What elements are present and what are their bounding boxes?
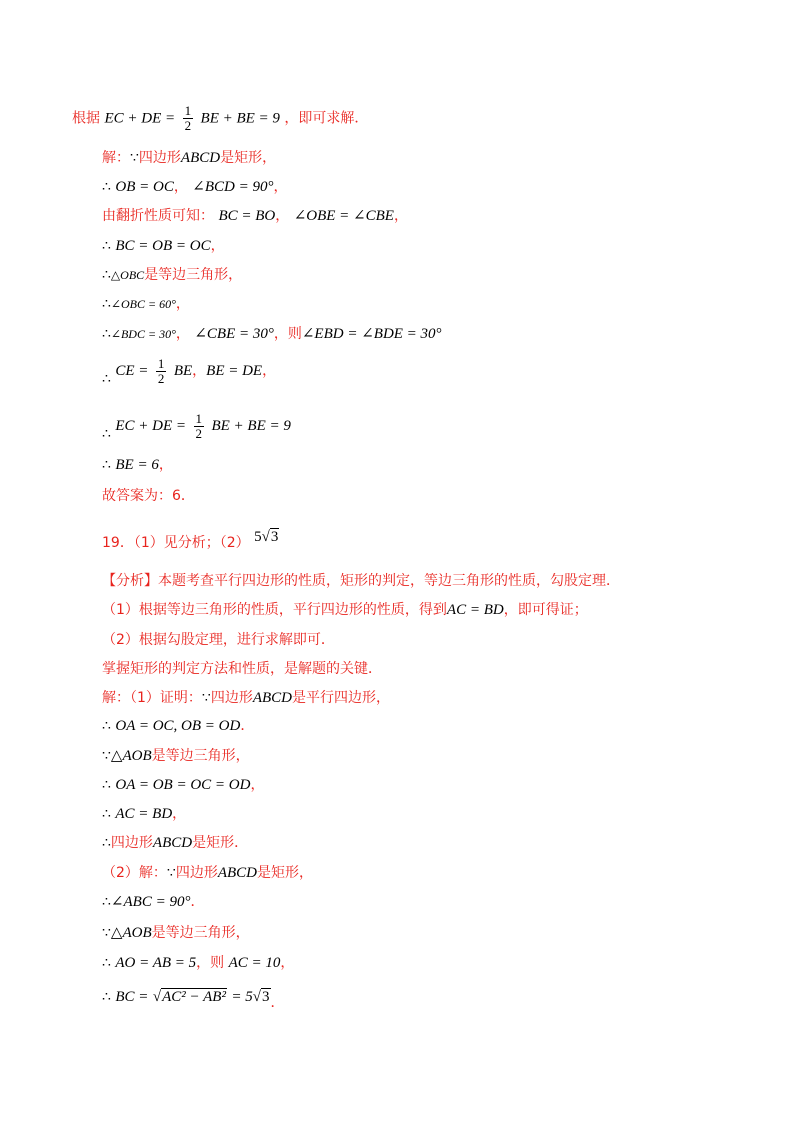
part2-line-2 [102, 893, 204, 911]
solution-line-5 [102, 237, 225, 255]
formula: BC = OB = OC [115, 238, 211, 254]
because-symbol: ∵ [201, 690, 211, 706]
text: ， [250, 777, 265, 793]
text: ， [175, 296, 190, 312]
denominator: 2 [195, 425, 202, 441]
solution-line-2 [102, 149, 276, 167]
solution-line-3 [102, 178, 288, 196]
text: 是矩形， [257, 865, 314, 881]
fraction [183, 104, 194, 133]
fraction [194, 412, 205, 441]
numerator: 1 [184, 103, 192, 118]
text: ，则 [196, 955, 225, 971]
part2-line-3 [102, 924, 250, 942]
formula: ABCD [252, 690, 293, 706]
formula: BC = [115, 989, 149, 1005]
text: ， [280, 955, 295, 971]
text: （2）根据勾股定理，进行求解即可． [102, 632, 335, 648]
analysis-heading [102, 572, 620, 590]
radicand: 3 [270, 529, 279, 545]
solution-line-8 [102, 325, 442, 343]
therefore-symbol: ∴ [102, 296, 111, 312]
text: 由翻折性质可知： [102, 208, 214, 224]
part2-line-4 [102, 954, 294, 972]
because-symbol: ∵ [166, 865, 176, 881]
denominator: 2 [184, 118, 192, 133]
formula: △OBC [110, 268, 145, 282]
text: ， [210, 238, 225, 254]
text: 是平行四边形， [292, 690, 391, 706]
coefficient: 5 [254, 529, 262, 545]
formula: OA = OC, OB = OD [115, 718, 241, 734]
formula: BE = 6 [115, 457, 159, 473]
formula: ∠OBC = 60° [110, 297, 176, 311]
proof-line-4 [102, 776, 264, 794]
solution-line-11 [102, 456, 173, 474]
formula: ABCD [152, 835, 193, 851]
analysis-point-2 [102, 631, 335, 649]
formula: ∠ABC = 90° [110, 894, 191, 910]
therefore-symbol: ∴ [102, 238, 111, 254]
answer-text: 故答案为：6． [102, 488, 195, 504]
formula: BE [173, 363, 193, 379]
text: ． [270, 995, 285, 1011]
formula: EC + DE = [115, 418, 187, 434]
formula: AC = 10 [228, 955, 281, 971]
formula: ∠BCD = 90° [192, 179, 274, 195]
formula: BC = BO [218, 208, 276, 224]
sqrt-expression: √AC² − AB² [152, 989, 226, 1005]
proof-line-6 [102, 834, 248, 852]
therefore-symbol: ∴ [102, 989, 111, 1005]
question-label: 19．（1）见分析；（2） [102, 535, 250, 551]
numerator: 1 [157, 355, 165, 371]
solution-line-4 [102, 207, 408, 225]
radicand: AC² − AB² [162, 989, 226, 1005]
text: ． [240, 718, 255, 734]
numerator: 1 [195, 410, 202, 426]
solution-line-7 [102, 295, 190, 313]
text: 是矩形， [220, 150, 277, 166]
formula: △AOB [110, 925, 152, 941]
formula: AO = AB = 5 [115, 955, 197, 971]
text: （2）解： [102, 865, 167, 881]
text: ， [275, 208, 290, 224]
text: ， [273, 179, 288, 195]
formula: BE + BE = 9 [200, 110, 280, 127]
text: ， [262, 363, 277, 379]
formula: ∠CBE = 30° [194, 326, 274, 342]
text: 解： [102, 150, 130, 166]
therefore-symbol: ∴ [102, 777, 111, 793]
formula: OA = OB = OC = OD [115, 777, 251, 793]
formula: BE = DE [206, 363, 263, 379]
formula: ABCD [180, 150, 221, 166]
therefore-symbol: ∴ [102, 718, 111, 734]
text: ， [192, 363, 207, 379]
formula: OB = OC [115, 179, 174, 195]
formula: ∠OBE = ∠CBE [293, 208, 394, 224]
text: ， [173, 179, 188, 195]
text: 是等边三角形， [151, 748, 250, 764]
text: 解：（1）证明： [102, 690, 202, 706]
formula: ∠EBD = ∠BDE = 30° [301, 326, 442, 342]
text: ，则 [273, 326, 302, 342]
formula: EC + DE = [104, 110, 176, 127]
denominator: 2 [157, 370, 165, 386]
formula: ∠BDC = 30° [110, 327, 176, 341]
formula: AC = BD [115, 806, 173, 822]
sqrt-expression: √3 [252, 989, 270, 1005]
therefore-symbol: ∴ [102, 955, 111, 971]
proof-line-3 [102, 747, 250, 765]
text: ． [190, 894, 205, 910]
text: 四边形 [175, 865, 218, 881]
formula: = 5 [231, 989, 253, 1005]
text: 四边形 [138, 150, 181, 166]
sqrt-expression: 5√3 [254, 529, 279, 545]
because-symbol: ∵ [102, 748, 111, 764]
text: ，即可得证； [503, 602, 588, 618]
analysis-line-1 [72, 104, 368, 133]
therefore-symbol: ∴ [102, 806, 111, 822]
analysis-text: 【分析】本题考查平行四边形的性质，矩形的判定，等边三角形的性质，勾股定理． [102, 573, 620, 589]
therefore-symbol: ∴ [102, 267, 111, 283]
part2-line-5 [102, 986, 285, 1014]
text: ， [175, 326, 190, 342]
text: ， [393, 208, 408, 224]
therefore-symbol: ∴ [102, 457, 111, 473]
radicand: 3 [262, 989, 270, 1005]
solution-line-9 [102, 356, 276, 394]
text: 是等边三角形， [151, 925, 250, 941]
analysis-summary [102, 660, 382, 678]
fraction [156, 357, 167, 386]
formula: CE = [115, 363, 149, 379]
therefore-symbol: ∴ [102, 179, 111, 195]
text: 根据 [72, 110, 100, 127]
proof-line-5 [102, 805, 186, 823]
answer-line [102, 487, 195, 505]
solution-line-6 [102, 266, 242, 284]
text: （1）根据等边三角形的性质，平行四边形的性质，得到 [102, 602, 447, 618]
text: ， [158, 457, 173, 473]
therefore-symbol: ∴ [102, 835, 111, 851]
therefore-symbol: ∴ [102, 894, 111, 910]
analysis-point-1 [102, 601, 588, 619]
because-symbol: ∵ [102, 925, 111, 941]
formula: △AOB [110, 748, 152, 764]
proof-line-2 [102, 717, 254, 735]
solution-line-10 [102, 411, 291, 449]
because-symbol: ∵ [130, 150, 139, 166]
text: 四边形 [110, 835, 153, 851]
text: 掌握矩形的判定方法和性质，是解题的关键． [102, 661, 382, 677]
proof-line-1 [102, 689, 390, 707]
question-19-heading [102, 528, 279, 552]
therefore-symbol: ∴ [102, 426, 111, 442]
formula: AC = BD [446, 602, 504, 618]
text: 是矩形． [192, 835, 249, 851]
text: ， [172, 806, 187, 822]
formula: ABCD [217, 865, 258, 881]
text: 是等边三角形， [144, 267, 243, 283]
therefore-symbol: ∴ [102, 326, 111, 342]
formula: BE + BE = 9 [211, 418, 291, 434]
therefore-symbol: ∴ [102, 371, 111, 387]
part2-line-1 [102, 864, 313, 882]
text: 四边形 [210, 690, 253, 706]
text: ，即可求解． [284, 110, 369, 127]
